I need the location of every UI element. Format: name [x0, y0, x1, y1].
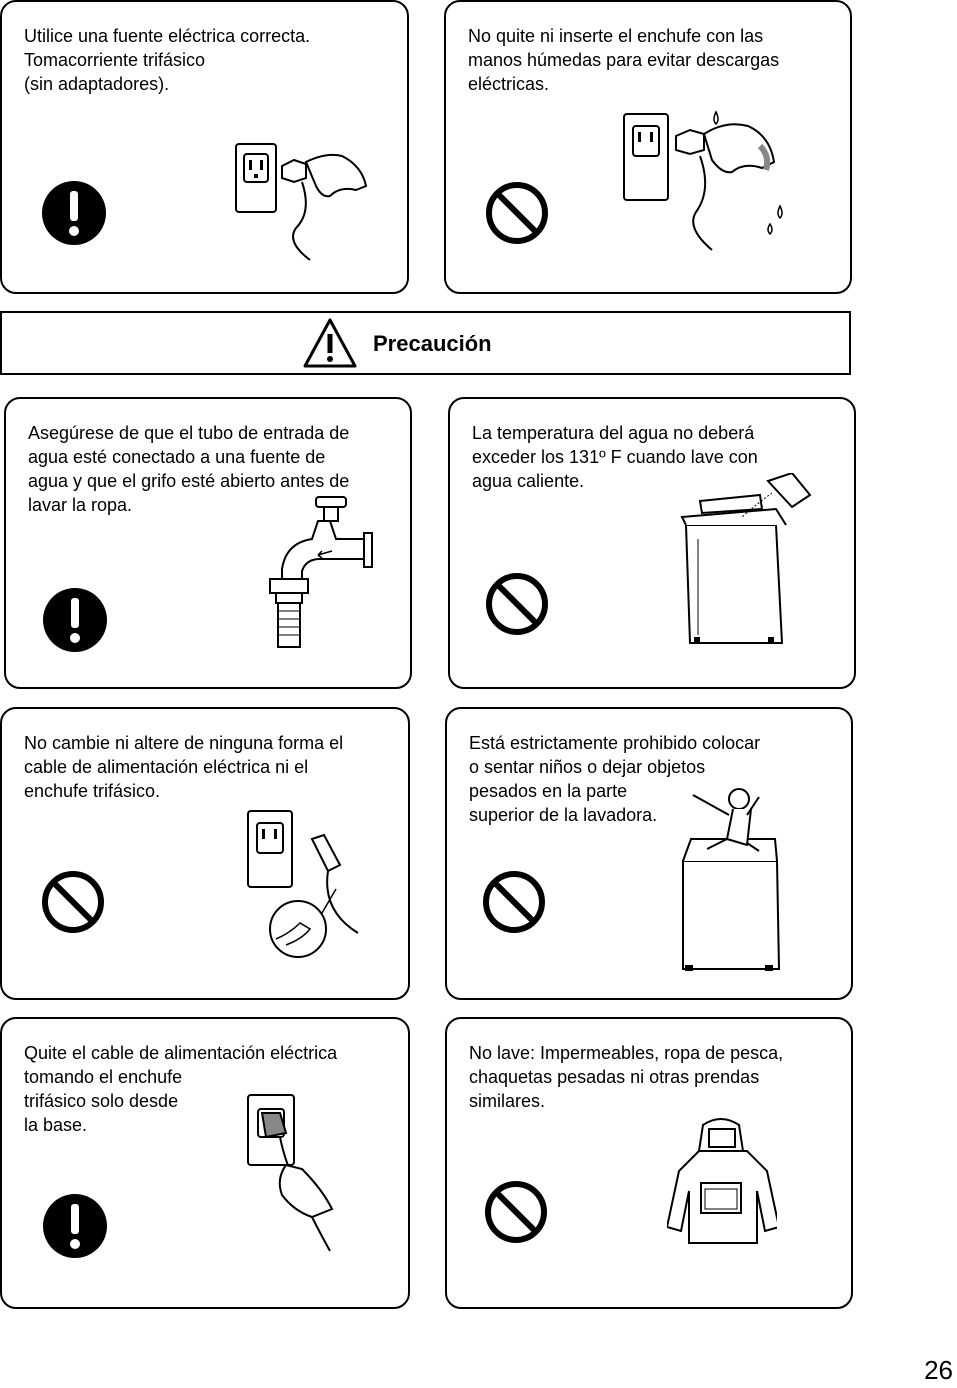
prohibited-icon — [484, 571, 550, 637]
safety-card-water-inlet — [4, 397, 412, 689]
safety-card-water-temperature — [448, 397, 856, 689]
prohibited-icon — [483, 1179, 549, 1245]
prohibited-icon — [481, 869, 547, 935]
hot-water-washer-illustration — [680, 473, 820, 649]
card-text: No quite ni inserte el enchufe con las manos húmedas para evitar descargas eléctricas. — [468, 26, 780, 94]
caution-title: Precaución — [373, 331, 492, 356]
safety-card-children — [445, 707, 853, 1000]
safety-card-unplug — [0, 1017, 410, 1309]
child-on-washer-illustration — [677, 779, 787, 975]
outlet-plug-illustration — [232, 142, 372, 262]
mandatory-icon — [41, 180, 107, 246]
caution-banner — [0, 311, 851, 375]
mandatory-icon — [42, 587, 108, 653]
safety-card-raincoat — [445, 1017, 853, 1309]
card-text: Quite el cable de alimentación eléctrica tomando el enchufe trifásico solo desde la base. — [24, 1043, 338, 1135]
faucet-illustration — [256, 495, 376, 655]
card-text: Asegúrese de que el tubo de entrada de agua esté conectado a una fuente de agua y que el grifo esté abierto antes de lavar la ropa. — [28, 423, 350, 515]
page-number: 26 — [924, 1355, 953, 1385]
safety-card-wet-hands — [444, 0, 852, 294]
safety-card-power-source — [0, 0, 409, 294]
card-text: No lave: Impermeables, ropa de pesca, chaquetas pesadas ni otras prendas similares. — [469, 1043, 784, 1111]
card-text: No cambie ni altere de ninguna forma el cable de alimentación eléctrica ni el enchufe trifásico. — [24, 733, 344, 801]
card-text: Utilice una fuente eléctrica correcta. Tomacorriente trifásico (sin adaptadores). — [24, 26, 311, 94]
prohibited-icon — [40, 869, 106, 935]
card-text: La temperatura del agua no deberá exceder los 131º F cuando lave con agua caliente. — [472, 423, 758, 491]
safety-card-power-cord — [0, 707, 410, 1000]
card-text: Está estrictamente prohibido colocar o sentar niños o dejar objetos pesados en la parte superior de la lavadora. — [469, 733, 761, 825]
raincoat-illustration — [667, 1117, 777, 1245]
mandatory-icon — [42, 1193, 108, 1259]
prohibited-icon — [484, 180, 550, 246]
wet-hands-plug-illustration — [620, 110, 800, 254]
modified-cord-illustration — [242, 809, 372, 959]
unplug-by-base-illustration — [246, 1093, 356, 1253]
warning-triangle-icon — [302, 317, 358, 369]
